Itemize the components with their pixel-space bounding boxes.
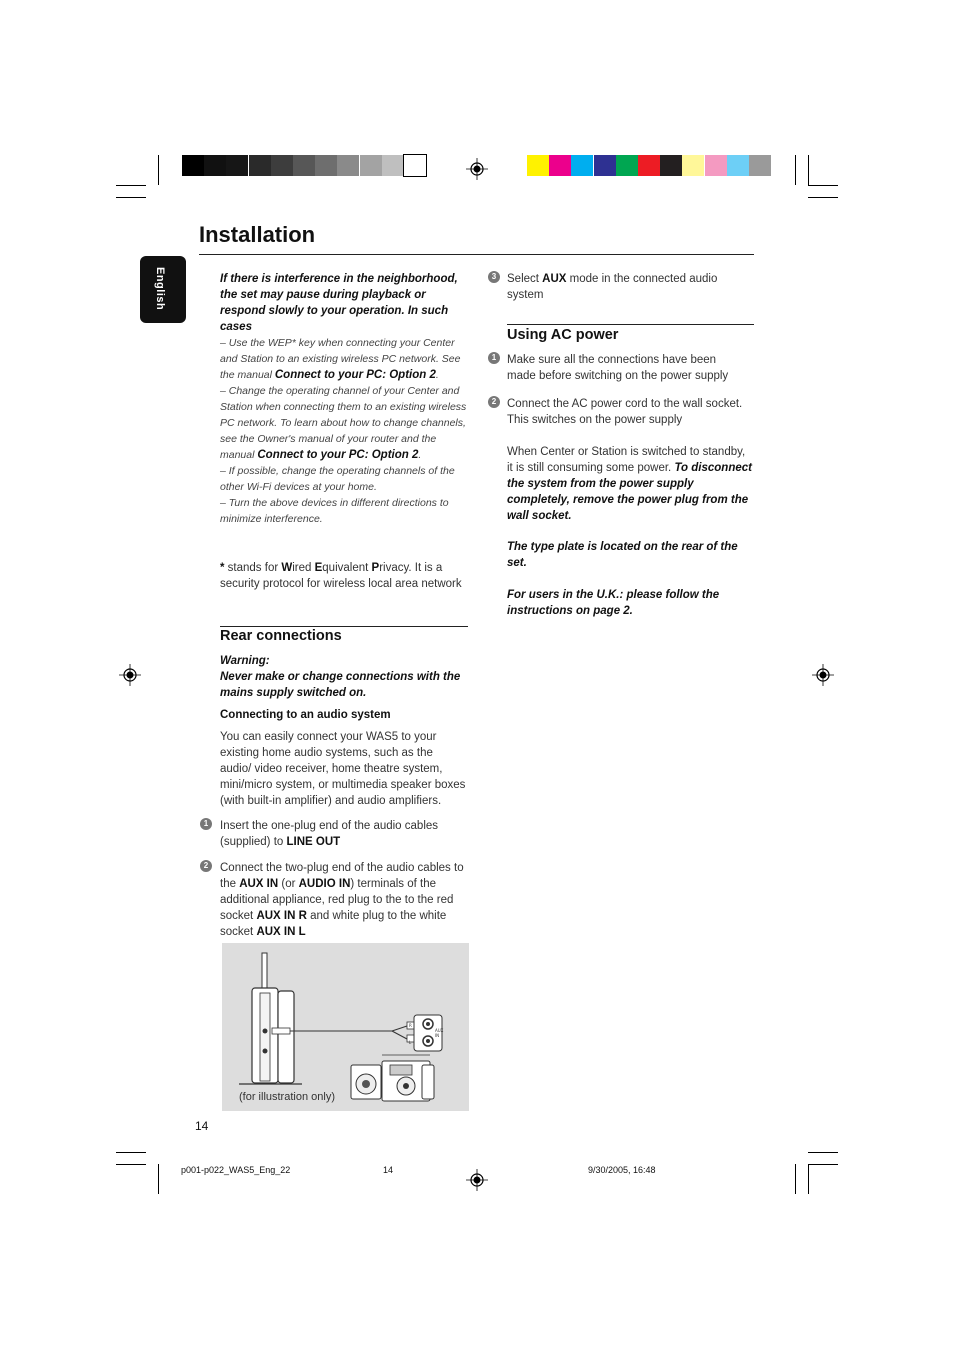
step-1-terminal: LINE OUT [286,836,341,848]
step-number-badge: 1 [200,818,212,830]
uk-note: For users in the U.K.: please follow the instructions on page 2. [507,589,720,617]
step-2-text: and white plug to the white socket [220,910,447,938]
step-3-text: mode in the connected audio system [507,273,718,301]
tip-4: – Turn the above devices in different directions to minimize interference. [220,497,449,525]
interference-section [220,271,468,527]
color-swatch [226,155,248,176]
step-2-text: Connect the two-plug end of the audio cables to the [220,862,464,890]
footer-date: 9/30/2005, 16:48 [588,1165,656,1175]
color-swatch [594,155,616,176]
section-rule [507,324,754,325]
step-2-terminal: AUX IN L [256,926,306,938]
language-tab [140,256,186,323]
ac-step-1: Make sure all the connections have been made before switching on the power supply [507,354,729,382]
warning-label: Warning: [220,655,270,667]
tip-2 [220,383,468,463]
footnote-star: * [220,562,225,574]
interference-heading: If there is interference in the neighborhood, the set may pause during playback or respond slowly to your operation. In such cases [220,273,458,333]
color-swatch [293,155,315,176]
step-number-badge: 1 [488,352,500,364]
crop-mark [158,1164,159,1194]
crop-mark [808,155,809,185]
footnote-text: stands for [224,562,282,574]
tip-1-end: . [435,369,439,381]
title-rule [199,254,754,255]
step-2 [220,860,466,940]
crop-mark [116,1164,146,1165]
audio-system-heading: Connecting to an audio system [220,709,391,721]
jack-label-aux: AUX [435,1028,444,1033]
step-3-text: Select [507,273,543,285]
tip-1-reference: Connect to your PC: Option 2 [274,369,436,381]
jack-label-r: R [409,1023,412,1028]
color-swatch [660,155,682,176]
rear-connections-heading: Rear connections [220,628,342,644]
step-1 [220,818,466,850]
tip-1-text: – Use the WEP* key when connecting your Center and Station to an existing wireless PC network. See the manual [220,337,461,381]
color-swatch [727,155,749,176]
color-swatch [749,155,771,176]
color-swatch [360,155,382,176]
color-swatch [705,155,727,176]
step-2-text: ) terminals of the additional appliance, red plug to the to the red socket [220,878,454,922]
step-2-text: (or [278,878,299,890]
footnote-w: W [281,562,293,574]
connection-illustration [222,943,469,1111]
crop-mark [808,1152,838,1153]
crop-mark [808,185,838,186]
crop-mark [808,197,838,198]
footer-filename: p001-p022_WAS5_Eng_22 [181,1165,291,1175]
color-swatch [404,155,426,176]
warning-block [220,653,468,701]
connection-diagram [222,943,469,1111]
color-swatch [527,155,549,176]
color-swatch [682,155,704,176]
crop-mark [116,185,146,186]
crop-mark [158,155,159,185]
registration-mark-icon [119,664,141,686]
crop-mark [808,1164,838,1165]
step-number-badge: 2 [200,860,212,872]
registration-mark-icon [466,158,488,180]
wep-footnote [220,560,465,592]
standby-text: When Center or Station is switched to standby, it is still consuming some power. [507,446,746,474]
language-tab-label: English [154,267,166,311]
step-2-terminal: AUX IN R [256,910,307,922]
crop-mark [795,155,796,185]
step-2-terminal: AUDIO IN [298,878,351,890]
color-swatch [382,155,404,176]
type-plate-note: The type plate is located on the rear of the set. [507,541,738,569]
footnote-text: ired [292,562,315,574]
standby-note [507,444,752,524]
registration-mark-icon [812,664,834,686]
color-swatch [249,155,271,176]
footnote-p: P [371,562,380,574]
color-swatch [549,155,571,176]
color-swatch [337,155,359,176]
illustration-caption: (for illustration only) [239,1091,335,1103]
ac-power-heading: Using AC power [507,327,619,343]
crop-mark [795,1164,796,1194]
footer-page: 14 [383,1165,394,1175]
crop-mark [116,1152,146,1153]
page-title: Installation [199,222,316,247]
crop-mark [116,197,146,198]
crop-mark [808,1164,809,1194]
color-swatch [315,155,337,176]
tip-1 [220,335,468,383]
step-2-terminal: AUX IN [239,878,279,890]
step-3-mode: AUX [542,273,567,285]
tip-3: – If possible, change the operating channels of the other Wi-Fi devices at your home. [220,465,455,493]
warning-text: Never make or change connections with the mains supply switched on. [220,671,461,699]
color-swatch [204,155,226,176]
step-3 [507,271,747,303]
color-swatch [271,155,293,176]
registration-mark-icon [466,1169,488,1191]
tip-2-end: . [418,449,422,461]
section-rule [220,626,468,627]
color-swatch [571,155,593,176]
step-1-text: Insert the one-plug end of the audio cables (supplied) to [220,820,439,848]
color-swatch [616,155,638,176]
standby-instruction: To disconnect the system from the power supply completely, remove the power plug from the wall socket. [507,462,752,522]
jack-label-in: IN [435,1033,440,1038]
footnote-text: quivalent [322,562,372,574]
ac-step-2: Connect the AC power cord to the wall socket. This switches on the power supply [507,398,743,426]
color-swatch [638,155,660,176]
tip-2-reference: Connect to your PC: Option 2 [257,449,419,461]
page-number: 14 [195,1119,209,1133]
jack-label-l: L [409,1040,412,1045]
color-swatch [182,155,204,176]
footnote-text: rivacy. It is a security protocol for wireless local area network [220,562,462,590]
footnote-e: E [314,562,323,574]
step-number-badge: 3 [488,271,500,283]
tip-2-text: – Change the operating channel of your Center and Station when connecting them to an existing wireless PC network. To learn about how to change channels, see the Owner's manual of your router and the manual [220,385,467,461]
audio-system-body: You can easily connect your WAS5 to your existing home audio systems, such as the audio/ video receiver, home theatre system, mini/micro system, or multimedia speaker boxes (with built-in amplifier) and audio amplifiers. [220,731,466,807]
step-number-badge: 2 [488,396,500,408]
